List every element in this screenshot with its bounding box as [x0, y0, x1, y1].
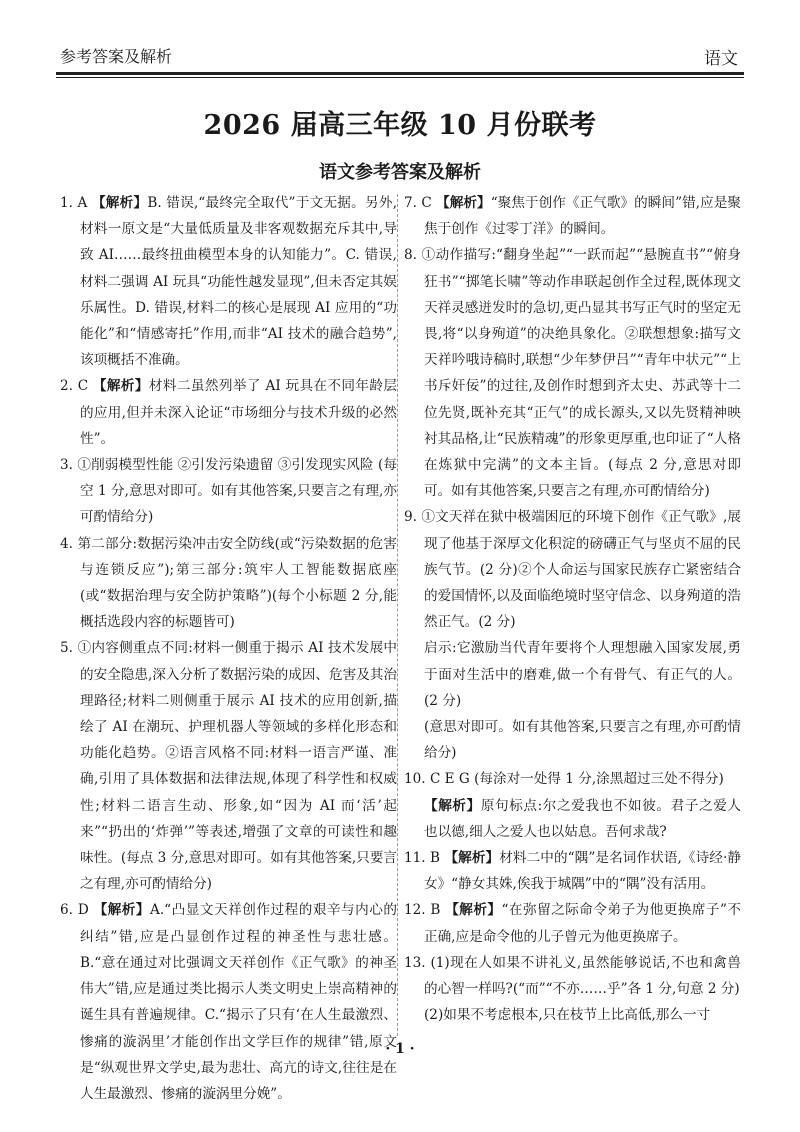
- page-subtitle: 语文参考答案及解析: [319, 162, 481, 183]
- answer-text: ①内容侧重点不同:材料一侧重于揭示 AI 技术发展中的安全隐患,深入分析了数据污染的成因、危害及其治理路径;材料二则侧重于展示 AI 技术的应用创新,描绘了 AI 在潮玩、护理机器人等领域的多样化形态和功能化趋势。②语言风格不同:材料一语言严谨、准确,引用了具体数据和法律法规,体现了科学性和权威性;材料二语言生动、形象,如“因为 AI 而‘活’起来”“扔出的‘炸弹’”等表述,增强了文章的可读性和趣味性。(每点 3 分,意思对即可。如有其他答案,只要言之有理,亦可酌情给分): [77, 640, 397, 893]
- answer-number: 12. B: [404, 902, 441, 919]
- answer-text: 第二部分:数据污染冲击安全防线(或“污染数据的危害与连锁反应”);第三部分:筑牢人工智能数据底座(或“数据治理与安全防护策略”)(每个小标题 2 分,能概括选段内容的标题皆可): [77, 535, 397, 631]
- answer-text: 启示:它激励当代青年要将个人理想融入国家发展,勇于面对生活中的磨难,做一个有骨气、有正气的人。(2 分): [424, 640, 741, 709]
- answer-text: 原句标点:尔之爱我也不如彼。君子之爱人也以德,细人之爱人也以姑息。吾何求哉?: [424, 797, 741, 840]
- answer-number: 13.: [404, 954, 426, 971]
- header-divider: [56, 72, 744, 75]
- answer-item: [60, 635, 397, 897]
- analysis-tag: 【解析】: [93, 902, 151, 919]
- answer-item: [404, 950, 741, 1002]
- answer-item: [404, 635, 741, 714]
- answer-text: 材料二中的“隅”是名词作状语,《诗经·静女》“静女其姝,俟我于城隅”中的“隅”没有活用。: [424, 850, 742, 893]
- page-title: 2026 届高三年级 10 月份联考: [203, 110, 597, 141]
- answer-number: 8.: [404, 247, 417, 264]
- analysis-tag: 【解析】: [424, 797, 481, 814]
- answer-text: B. 错误,“最终完全取代”于文无据。另外,材料一原文是“大量低质量及非客观数据充斥其中,导致 AI……最终扭曲模型本身的认知能力”。C. 错误,材料二强调 AI 玩具“功能性越发显现”,但未否定其娱乐属性。D. 错误,材料二的核心是展现 AI 应用的“功能化”和“情感寄托”作用,而非“AI 技术的融合趋势”,该项概括不准确。: [80, 195, 398, 369]
- answer-item: [404, 766, 741, 792]
- answer-item: [404, 190, 741, 242]
- analysis-tag: 【解析】: [445, 902, 502, 919]
- answer-number: 1. A: [60, 195, 88, 211]
- answer-item: [404, 242, 741, 504]
- analysis-tag: 【解析】: [92, 378, 149, 395]
- answer-item: [60, 373, 397, 452]
- analysis-tag: 【解析】: [444, 850, 500, 867]
- answer-item: [404, 1002, 741, 1028]
- right-column: [404, 190, 741, 1070]
- answer-number: 5.: [60, 640, 73, 657]
- answer-item: [60, 897, 397, 1107]
- answer-text: “聚焦于创作《正气歌》的瞬间”错,应是聚焦于创作《过零丁洋》的瞬间。: [424, 195, 741, 238]
- header-divider-thin: [56, 77, 744, 78]
- analysis-tag: 【解析】: [436, 195, 491, 211]
- answer-text: “在弥留之际命令弟子为他更换席子”不正确,应是命令他的儿子曾元为他更换席子。: [424, 902, 741, 945]
- answer-number: 10. C E G: [404, 771, 470, 788]
- answer-item: [60, 190, 397, 373]
- answer-item: [60, 452, 397, 531]
- answer-text: ①削弱模型性能 ②引发污染遗留 ③引发现实风险 (每空 1 分,意思对即可。如有其他答案,只要言之有理,亦可酌情给分): [77, 457, 398, 526]
- header-left-label: 参考答案及解析: [60, 47, 173, 66]
- left-column: [60, 190, 398, 1102]
- answer-number: 9.: [404, 509, 417, 526]
- answer-number: 2. C: [60, 378, 89, 395]
- answer-text: ①文天祥在狱中极端困厄的环境下创作《正气歌》,展现了他基于深厚文化积淀的磅礴正气与坚贞不屈的民族气节。(2 分)②个人命运与国家民族存亡紧密结合的爱国情怀,以及面临绝境时坚守信念、以身殉道的浩然正气。(2 分): [421, 509, 741, 631]
- answer-text: A.“凸显文天祥创作过程的艰辛与内心的纠结”错,应是凸显创作过程的神圣性与悲壮感。B.“意在通过对比强调文天祥创作《正气歌》的神圣伟大”错,应是通过类比揭示人类文明史上崇高精神的诞生具有普遍规律。C.“揭示了只有‘在人生最激烈、惨痛的漩涡里’才能创作出文学巨作的规律”错,原文是“纵观世界文学史,最为悲壮、高亢的诗文,往往是在人生最激烈、惨痛的漩涡里分娩”。: [80, 902, 397, 1102]
- answer-number: 6. D: [60, 902, 89, 919]
- page-number: · 1 ·: [385, 1041, 415, 1057]
- answer-number: 7. C: [404, 195, 432, 211]
- answer-text: (2)如果不考虑根本,只在枝节上比高低,那么一寸: [424, 1007, 711, 1024]
- answer-number: 3.: [60, 457, 73, 474]
- answer-text: (1)现在人如果不讲礼义,虽然能够说话,不也和禽兽的心智一样吗?(“而”“不亦……乎”各 1 分,句意 2 分): [424, 954, 741, 998]
- answer-item: [404, 845, 741, 897]
- column-divider: [397, 194, 398, 1036]
- answer-text: ①动作描写:“翻身坐起”“一跃而起”“悬腕直书”“俯身狂书”“掷笔长啸”等动作串联起创作全过程,既体现文天祥灵感迸发时的急切,更凸显其书写正气时的坚定无畏,将“以身殉道”的决绝具象化。②联想想象:描写文天祥吟哦诗稿时,联想“少年梦伊吕”“青年中状元”“上书斥奸佞”的过往,及创作时想到齐太史、苏武等十二位先贤,既补充其“正气”的成长源头,又以先贤精神映衬其品格,让“民族精魂”的形象更厚重,也印证了“人格在炼狱中完满”的文本主旨。(每点 2 分,意思对即可。如有其他答案,只要言之有理,亦可酌情给分): [421, 247, 741, 500]
- answer-item: [404, 897, 741, 949]
- answer-number: 4.: [60, 535, 73, 552]
- header-subject-label: 语文: [704, 49, 738, 69]
- answer-item: [60, 531, 397, 636]
- answer-item: [404, 714, 741, 766]
- analysis-tag: 【解析】: [91, 195, 148, 211]
- answer-number: 11. B: [404, 850, 441, 867]
- answer-item: [404, 504, 741, 635]
- answer-text: (意思对即可。如有其他答案,只要言之有理,亦可酌情给分): [424, 719, 741, 762]
- answer-text: (每涂对一处得 1 分,涂黑超过三处不得分): [474, 771, 724, 788]
- answer-text: 材料二虽然列举了 AI 玩具在不同年龄层的应用,但并未深入论证“市场细分与技术升级的必然性”。: [80, 378, 398, 447]
- answer-item: [404, 793, 741, 845]
